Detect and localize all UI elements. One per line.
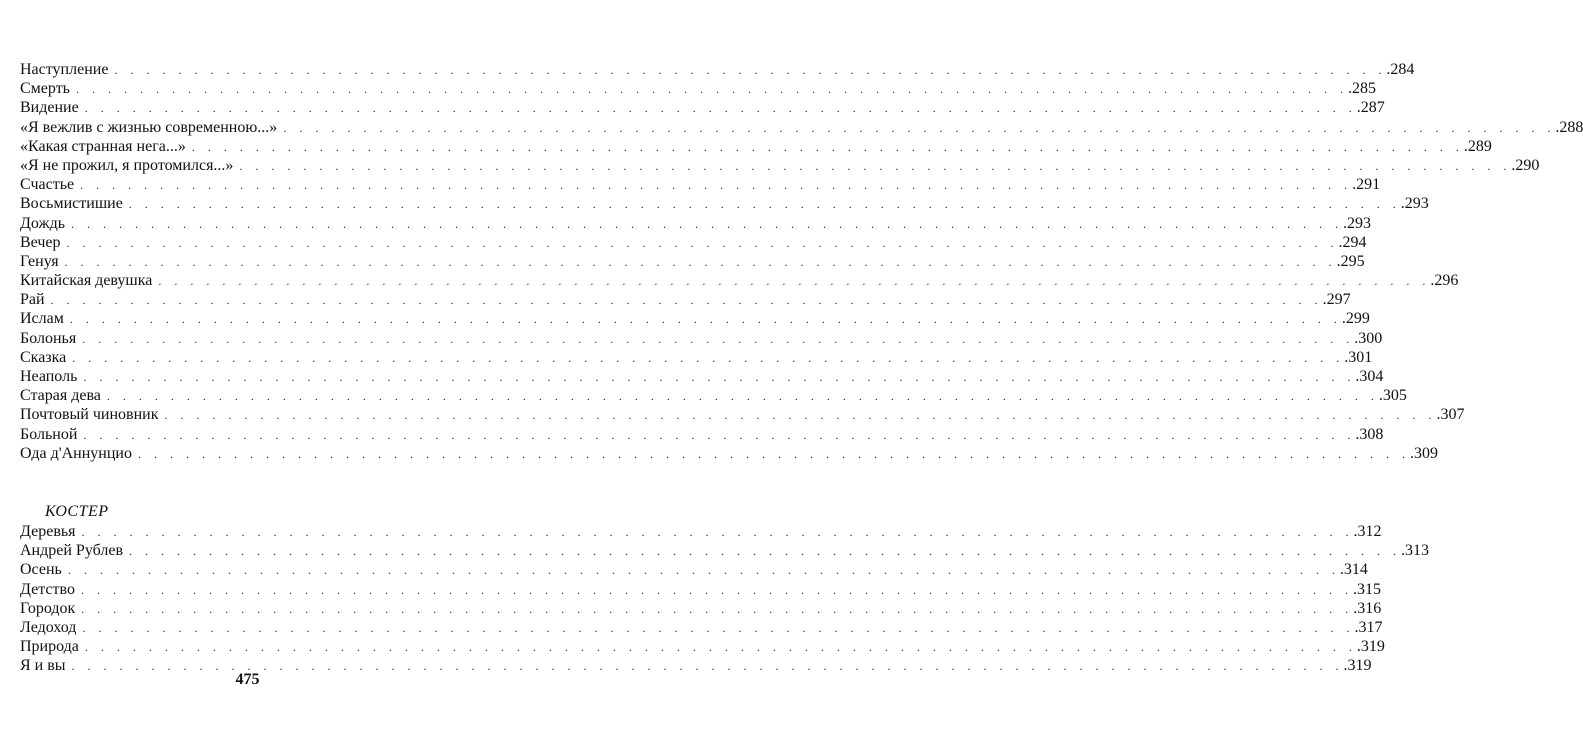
toc-entry-title: Почтовый чиновник [20, 406, 159, 424]
dot-leader: . . . . . . . . . . . . . . . . . . . . . . . . . . . . . . . . . . . . . . . . . . . . . . . . . . . . . . . . . . . . . . . . . . . . . . . . . . . . . . . . [80, 178, 1353, 193]
toc-entry-page: .309 [1409, 444, 1438, 462]
toc-entry-title: Вечер [20, 233, 61, 251]
toc-entry-page: .295 [1336, 252, 1365, 270]
toc-entry-page: .291 [1352, 176, 1381, 194]
dot-leader: . . . . . . . . . . . . . . . . . . . . . . . . . . . . . . . . . . . . . . . . . . . . . . . . . . . . . . . . . . . . . . . . . . . . . . . . . . . . . . . . [72, 350, 1345, 365]
toc-entry-page: .290 [1511, 156, 1540, 174]
toc-entry-title: Природа [20, 638, 79, 656]
toc-entry-title: Видение [20, 99, 79, 117]
toc-entry-page: .300 [1354, 329, 1383, 347]
toc-entry-title: Старая дева [20, 387, 101, 405]
section-heading: КОСТЕР [45, 503, 109, 520]
dot-leader: . . . . . . . . . . . . . . . . . . . . . . . . . . . . . . . . . . . . . . . . . . . . . . . . . . . . . . . . . . . . . . . . . . . . . . . . . . . . . . . . [71, 216, 1344, 231]
dot-leader: . . . . . . . . . . . . . . . . . . . . . . . . . . . . . . . . . . . . . . . . . . . . . . . . . . . . . . . . . . . . . . . . . . . . . . . . . . . . . . . . [128, 197, 1401, 212]
dot-leader: . . . . . . . . . . . . . . . . . . . . . . . . . . . . . . . . . . . . . . . . . . . . . . . . . . . . . . . . . . . . . . . . . . . . . . . . . . . . . . . . [84, 640, 1357, 655]
dot-leader: . . . . . . . . . . . . . . . . . . . . . . . . . . . . . . . . . . . . . . . . . . . . . . . . . . . . . . . . . . . . . . . . . . . . . . . . . . . . . . . . [71, 659, 1344, 674]
toc-entry-page: .314 [1339, 561, 1368, 579]
dot-leader: . . . . . . . . . . . . . . . . . . . . . . . . . . . . . . . . . . . . . . . . . . . . . . . . . . . . . . . . . . . . . . . . . . . . . . . . . . . . . . . . [69, 312, 1342, 327]
toc-entry-page: .293 [1400, 195, 1429, 213]
dot-leader: . . . . . . . . . . . . . . . . . . . . . . . . . . . . . . . . . . . . . . . . . . . . . . . . . . . . . . . . . . . . . . . . . . . . . . . . . . . . . . . . [83, 427, 1356, 442]
toc-entry-page: .299 [1341, 310, 1370, 328]
toc-entry-page: .319 [1343, 657, 1372, 675]
toc-entry [20, 194, 1429, 213]
toc-entry [20, 637, 1385, 656]
toc-entry-page: .305 [1378, 387, 1407, 405]
toc-entry-page: .317 [1354, 618, 1383, 636]
dot-leader: . . . . . . . . . . . . . . . . . . . . . . . . . . . . . . . . . . . . . . . . . . . . . . . . . . . . . . . . . . . . . . . . . . . . . . . . . . . . . . . . [158, 274, 1431, 289]
toc-entry-page: .285 [1347, 80, 1376, 98]
toc-entry [20, 348, 1373, 367]
toc-entry [20, 137, 1492, 156]
dot-leader: . . . . . . . . . . . . . . . . . . . . . . . . . . . . . . . . . . . . . . . . . . . . . . . . . . . . . . . . . . . . . . . . . . . . . . . . . . . . . . . . [191, 139, 1464, 154]
toc-entry [20, 118, 1583, 137]
toc-entry [20, 79, 1376, 98]
dot-leader: . . . . . . . . . . . . . . . . . . . . . . . . . . . . . . . . . . . . . . . . . . . . . . . . . . . . . . . . . . . . . . . . . . . . . . . . . . . . . . . . [50, 293, 1323, 308]
toc-entry [20, 290, 1351, 309]
dot-leader: . . . . . . . . . . . . . . . . . . . . . . . . . . . . . . . . . . . . . . . . . . . . . . . . . . . . . . . . . . . . . . . . . . . . . . . . . . . . . . . . [81, 601, 1354, 616]
toc-entry-title: Дождь [20, 214, 66, 232]
toc-entry-title: «Я не прожил, я протомился...» [20, 156, 234, 174]
dot-leader: . . . . . . . . . . . . . . . . . . . . . . . . . . . . . . . . . . . . . . . . . . . . . . . . . . . . . . . . . . . . . . . . . . . . . . . . . . . . . . . . [106, 389, 1379, 404]
toc-entry-title: Рай [20, 291, 45, 309]
toc-entry-title: Ода д'Аннунцио [20, 444, 132, 462]
dot-leader: . . . . . . . . . . . . . . . . . . . . . . . . . . . . . . . . . . . . . . . . . . . . . . . . . . . . . . . . . . . . . . . . . . . . . . . . . . . . . . . . [129, 544, 1401, 559]
toc-entry [20, 252, 1365, 271]
dot-leader: . . . . . . . . . . . . . . . . . . . . . . . . . . . . . . . . . . . . . . . . . . . . . . . . . . . . . . . . . . . . . . . . . . . . . . . . . . . . . . . . [283, 120, 1556, 135]
dot-leader: . . . . . . . . . . . . . . . . . . . . . . . . . . . . . . . . . . . . . . . . . . . . . . . . . . . . . . . . . . . . . . . . . . . . . . . . . . . . . . . . [81, 525, 1354, 539]
toc-entry-page: .308 [1355, 425, 1384, 443]
toc-entry [20, 444, 1438, 463]
toc-entry-page: .288 [1555, 118, 1583, 136]
dot-leader: . . . . . . . . . . . . . . . . . . . . . . . . . . . . . . . . . . . . . . . . . . . . . . . . . . . . . . . . . . . . . . . . . . . . . . . . . . . . . . . . [82, 620, 1355, 635]
toc-entry [20, 233, 1367, 252]
toc-entry-page: .301 [1344, 348, 1373, 366]
toc-entry-title: Генуя [20, 252, 59, 270]
page-number: 475 [235, 671, 260, 688]
toc-entry-page: .293 [1343, 214, 1372, 232]
toc-entry-page: .296 [1430, 272, 1459, 290]
toc-entry-page: .294 [1338, 233, 1367, 251]
toc-entry [20, 367, 1384, 386]
toc-entry-title: Деревья [20, 523, 76, 540]
dot-leader: . . . . . . . . . . . . . . . . . . . . . . . . . . . . . . . . . . . . . . . . . . . . . . . . . . . . . . . . . . . . . . . . . . . . . . . . . . . . . . . . [84, 101, 1357, 116]
toc-entry-page: .315 [1352, 580, 1381, 598]
toc-entry-title: Болонья [20, 329, 77, 347]
toc-entry [20, 309, 1370, 328]
toc-entry [20, 98, 1385, 117]
toc-entry [20, 599, 1382, 618]
dot-leader: . . . . . . . . . . . . . . . . . . . . . . . . . . . . . . . . . . . . . . . . . . . . . . . . . . . . . . . . . . . . . . . . . . . . . . . . . . . . . . . . [67, 563, 1340, 578]
toc-entry [20, 214, 1372, 233]
toc-entry [20, 560, 1368, 579]
toc-entry-page: .313 [1401, 542, 1429, 560]
toc-entry [20, 271, 1459, 290]
toc-entry-title: Наступление [20, 61, 109, 78]
toc-entry [20, 580, 1381, 599]
toc-entry-page: .312 [1353, 523, 1382, 540]
toc-entry-title: Китайская девушка [20, 272, 153, 290]
dot-leader: . . . . . . . . . . . . . . . . . . . . . . . . . . . . . . . . . . . . . . . . . . . . . . . . . . . . . . . . . . . . . . . . . . . . . . . . . . . . . . . . [137, 446, 1410, 461]
toc-list [20, 60, 1583, 463]
toc-section-one [20, 60, 1583, 463]
dot-leader: . . . . . . . . . . . . . . . . . . . . . . . . . . . . . . . . . . . . . . . . . . . . . . . . . . . . . . . . . . . . . . . . . . . . . . . . . . . . . . . . [80, 582, 1353, 597]
toc-entry [20, 522, 1382, 541]
toc-entry [20, 175, 1381, 194]
toc-section-kostyor [20, 502, 1429, 676]
toc-entry-page: .316 [1353, 599, 1382, 617]
toc-entry-page: .289 [1463, 137, 1492, 155]
toc-entry-title: Счастье [20, 176, 75, 194]
toc-entry [20, 60, 1415, 79]
toc-entry-page: .319 [1356, 638, 1385, 656]
toc-entry [20, 156, 1540, 175]
dot-leader: . . . . . . . . . . . . . . . . . . . . . . . . . . . . . . . . . . . . . . . . . . . . . . . . . . . . . . . . . . . . . . . . . . . . . . . . . . . . . . . . [164, 408, 1437, 423]
toc-entry-page: .304 [1355, 368, 1384, 385]
toc-entry-page: .284 [1386, 61, 1415, 78]
toc-entry [20, 541, 1429, 560]
dot-leader: . . . . . . . . . . . . . . . . . . . . . . . . . . . . . . . . . . . . . . . . . . . . . . . . . . . . . . . . . . . . . . . . . . . . . . . . . . . . . . . . [66, 235, 1339, 250]
dot-leader: . . . . . . . . . . . . . . . . . . . . . . . . . . . . . . . . . . . . . . . . . . . . . . . . . . . . . . . . . . . . . . . . . . . . . . . . . . . . . . . . [239, 158, 1512, 173]
toc-entry-title: Детство [20, 580, 75, 598]
toc-entry-title: Больной [20, 425, 78, 443]
toc-entry-title: Сказка [20, 348, 67, 366]
toc-entry-page: .307 [1436, 406, 1465, 424]
toc-entry [20, 386, 1407, 405]
toc-entry-title: Неаполь [20, 368, 78, 385]
toc-entry-title: Ледоход [20, 618, 77, 636]
toc-entry-page: .287 [1356, 99, 1385, 117]
toc-list [20, 522, 1429, 676]
toc-entry-title: Я и вы [20, 657, 66, 675]
toc-entry [20, 618, 1383, 637]
toc-entry [20, 329, 1383, 348]
toc-entry-title: Ислам [20, 310, 64, 328]
dot-leader: . . . . . . . . . . . . . . . . . . . . . . . . . . . . . . . . . . . . . . . . . . . . . . . . . . . . . . . . . . . . . . . . . . . . . . . . . . . . . . . . [83, 370, 1356, 384]
dot-leader: . . . . . . . . . . . . . . . . . . . . . . . . . . . . . . . . . . . . . . . . . . . . . . . . . . . . . . . . . . . . . . . . . . . . . . . . . . . . . . . . [114, 63, 1387, 77]
toc-entry-title: Восьмистишие [20, 195, 123, 213]
toc-entry-title: «Я вежлив с жизнью современною...» [20, 118, 278, 136]
dot-leader: . . . . . . . . . . . . . . . . . . . . . . . . . . . . . . . . . . . . . . . . . . . . . . . . . . . . . . . . . . . . . . . . . . . . . . . . . . . . . . . . [64, 254, 1337, 269]
toc-entry [20, 425, 1384, 444]
toc-entry-title: Андрей Рублев [20, 542, 123, 560]
dot-leader: . . . . . . . . . . . . . . . . . . . . . . . . . . . . . . . . . . . . . . . . . . . . . . . . . . . . . . . . . . . . . . . . . . . . . . . . . . . . . . . . [82, 331, 1355, 346]
toc-entry-title: Городок [20, 599, 76, 617]
toc-entry-page: .297 [1322, 291, 1351, 309]
toc-entry-title: Смерть [20, 80, 70, 98]
toc-entry-title: «Какая странная нега...» [20, 137, 186, 155]
toc-entry-title: Осень [20, 561, 62, 579]
toc-entry [20, 405, 1465, 424]
dot-leader: . . . . . . . . . . . . . . . . . . . . . . . . . . . . . . . . . . . . . . . . . . . . . . . . . . . . . . . . . . . . . . . . . . . . . . . . . . . . . . . . [75, 82, 1348, 97]
